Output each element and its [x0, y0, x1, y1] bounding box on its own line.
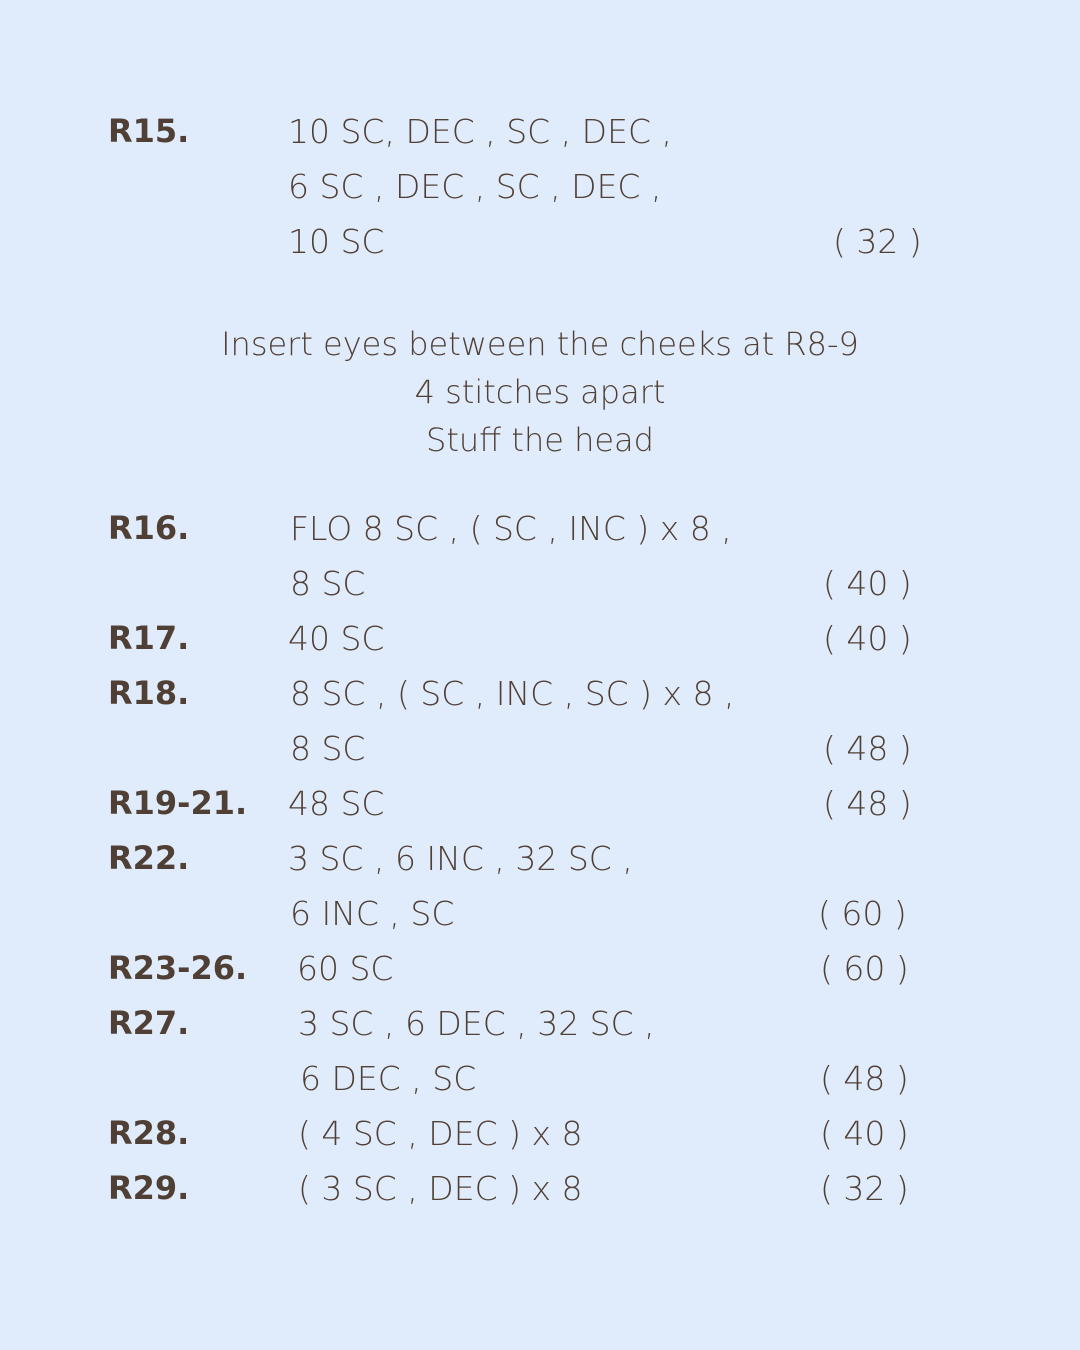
pattern-row — [0, 831, 1080, 886]
stitch-count: ( 48 ) — [823, 784, 912, 823]
stitch-count: ( 48 ) — [820, 1059, 909, 1098]
row-instruction: 6 INC , SC — [290, 894, 455, 933]
pattern-row — [0, 886, 1080, 941]
instruction-note-line: Stuff the head — [426, 421, 654, 459]
pattern-row — [0, 159, 1080, 214]
stitch-count: ( 32 ) — [820, 1169, 909, 1208]
row-label: R19-21. — [108, 784, 248, 822]
row-instruction: ( 4 SC , DEC ) x 8 — [298, 1114, 583, 1153]
row-instruction: 60 SC — [297, 949, 394, 988]
row-instruction: 8 SC — [290, 564, 366, 603]
row-instruction: 3 SC , 6 INC , 32 SC , — [288, 839, 633, 878]
row-instruction: 8 SC , ( SC , INC , SC ) x 8 , — [290, 674, 735, 713]
pattern-row — [0, 776, 1080, 831]
pattern-row — [0, 1106, 1080, 1161]
pattern-row — [0, 556, 1080, 611]
stitch-count: ( 40 ) — [823, 564, 912, 603]
stitch-count: ( 40 ) — [823, 619, 912, 658]
stitch-count: ( 60 ) — [818, 894, 907, 933]
row-label: R18. — [108, 674, 190, 712]
row-label: R29. — [108, 1169, 190, 1207]
pattern-row — [0, 1051, 1080, 1106]
row-label: R27. — [108, 1004, 190, 1042]
row-instruction: 3 SC , 6 DEC , 32 SC , — [298, 1004, 655, 1043]
stitch-count: ( 32 ) — [833, 222, 922, 261]
row-label: R23-26. — [108, 949, 248, 987]
stitch-count: ( 60 ) — [820, 949, 909, 988]
pattern-row — [0, 501, 1080, 556]
row-instruction: 10 SC, DEC , SC , DEC , — [288, 112, 672, 151]
row-instruction: ( 3 SC , DEC ) x 8 — [298, 1169, 583, 1208]
row-instruction: FLO 8 SC , ( SC , INC ) x 8 , — [290, 509, 732, 548]
row-instruction: 48 SC — [288, 784, 385, 823]
row-instruction: 40 SC — [288, 619, 385, 658]
pattern-row — [0, 104, 1080, 159]
instruction-note-line: Insert eyes between the cheeks at R8-9 — [221, 325, 859, 363]
instruction-note-line: 4 stitches apart — [414, 373, 666, 411]
row-instruction: 10 SC — [288, 222, 385, 261]
row-label: R17. — [108, 619, 190, 657]
stitch-count: ( 48 ) — [823, 729, 912, 768]
row-label: R16. — [108, 509, 190, 547]
row-instruction: 6 SC , DEC , SC , DEC , — [288, 167, 662, 206]
pattern-row — [0, 996, 1080, 1051]
row-label: R22. — [108, 839, 190, 877]
pattern-row — [0, 941, 1080, 996]
row-label: R28. — [108, 1114, 190, 1152]
stitch-count: ( 40 ) — [820, 1114, 909, 1153]
pattern-row — [0, 1161, 1080, 1216]
row-instruction: 6 DEC , SC — [300, 1059, 477, 1098]
row-label: R15. — [108, 112, 190, 150]
pattern-row — [0, 214, 1080, 269]
pattern-row — [0, 666, 1080, 721]
row-instruction: 8 SC — [290, 729, 366, 768]
pattern-row — [0, 611, 1080, 666]
pattern-row — [0, 721, 1080, 776]
